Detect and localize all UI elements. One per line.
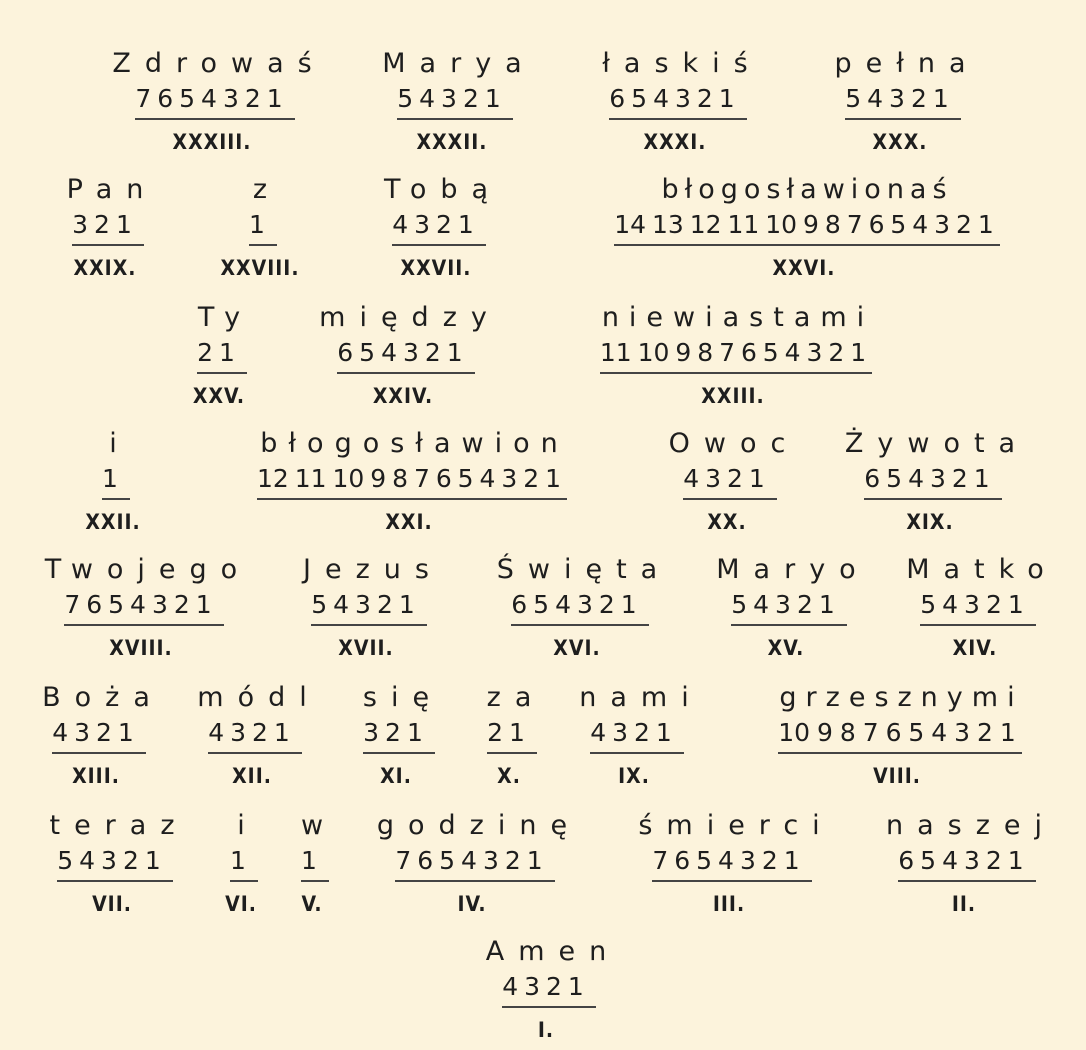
word: i <box>109 428 131 459</box>
syllable-numbers: 54321 <box>397 82 513 120</box>
verse-unit <box>902 554 1058 662</box>
word: Pan <box>66 174 158 205</box>
roman-numeral: XXX. <box>872 130 928 154</box>
roman-numeral: XXII. <box>85 510 141 534</box>
verse-unit <box>196 682 321 790</box>
roman-numeral: VII. <box>92 892 132 916</box>
syllable-numbers: 54321 <box>920 588 1036 626</box>
syllable-numbers: 12 11 10 9 8 7 6 5 4 3 2 1 <box>257 462 567 500</box>
roman-numeral: XXXI. <box>643 130 707 154</box>
verse-unit <box>560 174 1048 282</box>
word: za <box>486 682 546 713</box>
word: Ty <box>197 302 255 333</box>
word: błogosławionaś <box>661 174 953 205</box>
roman-numeral: XXXIII. <box>172 130 252 154</box>
verse-unit <box>354 682 444 790</box>
word: się <box>362 682 444 713</box>
roman-numeral: XXI. <box>385 510 433 534</box>
verse-unit <box>746 682 1048 790</box>
syllable-numbers: 54321 <box>731 588 847 626</box>
word: Twojego <box>44 554 252 585</box>
verse-unit <box>485 936 621 1044</box>
word: Matko <box>906 554 1058 585</box>
roman-numeral: XVII. <box>338 636 394 660</box>
syllable-numbers: 4321 <box>208 716 302 754</box>
syllable-numbers: 4321 <box>590 716 684 754</box>
syllable-numbers: 11 10 9 8 7 6 5 4 3 2 1 <box>600 336 872 374</box>
verse-unit <box>210 428 608 536</box>
roman-numeral: XXVI. <box>772 256 836 280</box>
verse-unit <box>578 682 703 790</box>
verse-unit <box>560 302 906 410</box>
roman-numeral: XXVII. <box>400 256 472 280</box>
word: grzesznymi <box>779 682 1024 713</box>
word: pełna <box>834 48 980 79</box>
syllable-numbers: 1 <box>230 844 258 882</box>
verse-unit <box>40 810 189 918</box>
verse-unit <box>382 48 536 156</box>
word: niewiastami <box>601 302 875 333</box>
word: Święta <box>496 554 672 585</box>
roman-numeral: X. <box>497 764 521 788</box>
roman-numeral: XXXII. <box>416 130 488 154</box>
roman-numeral: V. <box>301 892 323 916</box>
roman-numeral: VI. <box>225 892 257 916</box>
verse-unit <box>478 682 546 790</box>
roman-numeral: IX. <box>618 764 650 788</box>
syllable-numbers: 4321 <box>502 970 596 1008</box>
verse-unit <box>212 810 270 918</box>
word: Zdrowaś <box>112 48 326 79</box>
syllable-numbers: 654321 <box>609 82 746 120</box>
verse-unit <box>318 302 501 410</box>
word: naszej <box>885 810 1056 841</box>
verse-unit <box>212 174 308 282</box>
syllable-numbers: 1 <box>301 844 329 882</box>
roman-numeral: II. <box>951 892 977 916</box>
verse-unit <box>62 174 158 282</box>
roman-numeral: XVI. <box>553 636 601 660</box>
word: łaskiś <box>602 48 762 79</box>
verse-unit <box>372 810 582 918</box>
roman-numeral: I. <box>537 1018 555 1042</box>
word: Jezus <box>303 554 443 585</box>
verse-unit <box>40 682 164 790</box>
word: między <box>319 302 501 333</box>
word: godzinę <box>376 810 582 841</box>
syllable-numbers: 1 <box>249 208 277 246</box>
word: i <box>237 810 259 841</box>
word: Tobą <box>383 174 503 205</box>
verse-unit <box>628 810 834 918</box>
roman-numeral: XIX. <box>906 510 954 534</box>
syllable-numbers: 7654321 <box>64 588 223 626</box>
verse-unit <box>880 810 1056 918</box>
syllable-numbers: 654321 <box>337 336 474 374</box>
verse-unit <box>378 174 503 282</box>
verse-unit <box>830 48 980 156</box>
roman-numeral: XXIV. <box>372 384 434 408</box>
word: Owoc <box>668 428 800 459</box>
verse-unit <box>40 554 252 662</box>
verse-unit <box>592 48 762 156</box>
syllable-numbers: 7654321 <box>395 844 554 882</box>
syllable-numbers: 10 9 8 7 6 5 4 3 2 1 <box>778 716 1021 754</box>
verse-unit <box>294 554 443 662</box>
word: Żywota <box>844 428 1030 459</box>
roman-numeral: XXVIII. <box>220 256 300 280</box>
syllable-numbers: 14 13 12 11 10 9 8 7 6 5 4 3 2 1 <box>614 208 1000 246</box>
roman-numeral: XXIII. <box>701 384 765 408</box>
verse-unit <box>492 554 672 662</box>
syllable-numbers: 54321 <box>845 82 961 120</box>
syllable-numbers: 4321 <box>392 208 486 246</box>
verse-unit <box>668 428 800 536</box>
word: błogosławion <box>260 428 569 459</box>
syllable-numbers: 321 <box>363 716 435 754</box>
verse-unit <box>180 302 258 410</box>
roman-numeral: IV. <box>457 892 487 916</box>
syllable-numbers: 4321 <box>52 716 146 754</box>
word: z <box>252 174 282 205</box>
roman-numeral: XI. <box>380 764 412 788</box>
verse-unit <box>284 810 340 918</box>
syllable-numbers: 654321 <box>511 588 648 626</box>
roman-numeral: XV. <box>767 636 805 660</box>
verse-unit <box>712 554 870 662</box>
roman-numeral: XXIX. <box>73 256 137 280</box>
verse-unit <box>70 428 156 536</box>
syllable-numbers: 654321 <box>898 844 1035 882</box>
word: Boża <box>42 682 164 713</box>
word: módl <box>197 682 321 713</box>
roman-numeral: VIII. <box>873 764 921 788</box>
word: w <box>300 810 338 841</box>
roman-numeral: XX. <box>707 510 747 534</box>
roman-numeral: III. <box>712 892 746 916</box>
verse-unit <box>112 48 326 156</box>
syllable-numbers: 4321 <box>683 462 777 500</box>
verse-unit <box>842 428 1030 536</box>
word: Marya <box>382 48 536 79</box>
word: nami <box>579 682 703 713</box>
syllable-numbers: 1 <box>102 462 130 500</box>
syllable-numbers: 7654321 <box>135 82 294 120</box>
roman-numeral: XII. <box>232 764 272 788</box>
word: śmierci <box>638 810 834 841</box>
syllable-numbers: 654321 <box>864 462 1001 500</box>
word: Amen <box>485 936 621 967</box>
roman-numeral: XIV. <box>952 636 998 660</box>
word: Maryo <box>716 554 870 585</box>
syllable-numbers: 21 <box>197 336 247 374</box>
word: teraz <box>49 810 189 841</box>
syllable-numbers: 21 <box>487 716 537 754</box>
roman-numeral: XIII. <box>72 764 120 788</box>
roman-numeral: XXV. <box>192 384 246 408</box>
syllable-numbers: 321 <box>72 208 144 246</box>
syllable-numbers: 54321 <box>311 588 427 626</box>
syllable-numbers: 54321 <box>57 844 173 882</box>
syllable-numbers: 7654321 <box>652 844 811 882</box>
roman-numeral: XVIII. <box>109 636 173 660</box>
